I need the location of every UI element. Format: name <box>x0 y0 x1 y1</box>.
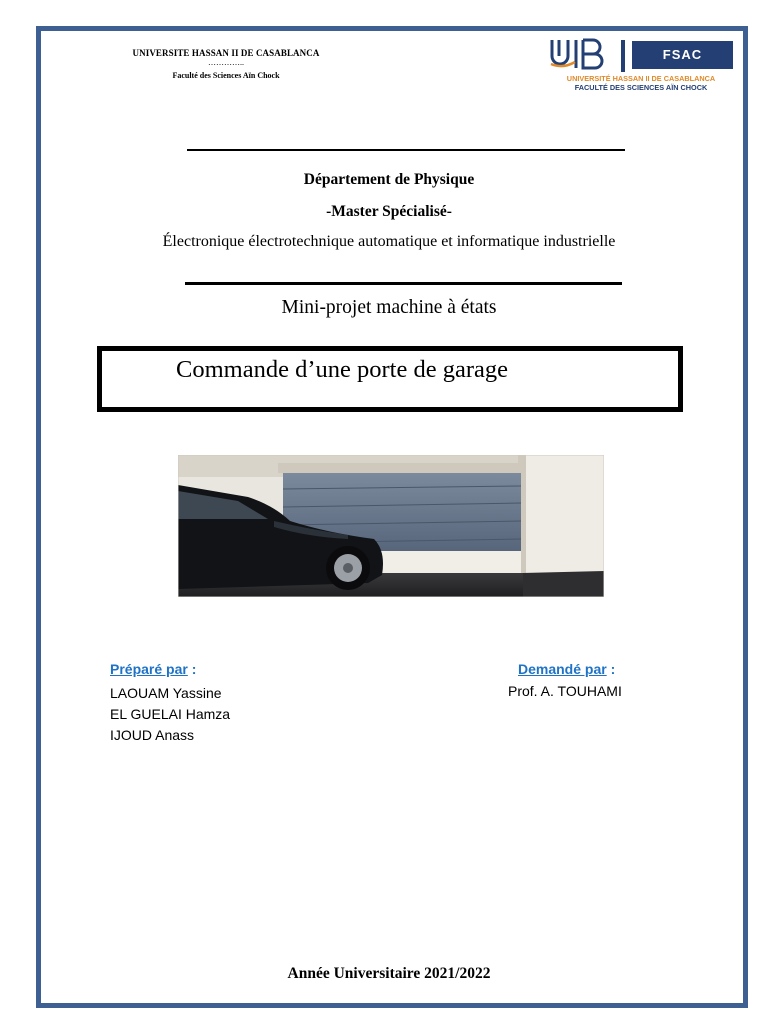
faculty-name: Faculté des Sciences Aïn Chock <box>172 71 280 80</box>
department-heading: Département de Physique <box>303 171 475 188</box>
requested-by-label <box>518 661 615 677</box>
document-title: Commande d’une porte de garage <box>176 356 508 383</box>
author-list <box>110 683 230 746</box>
header-dots: ………….. <box>208 58 244 67</box>
author-name: LAOUAM Yassine <box>110 685 222 701</box>
prepared-by-label-text: Préparé par <box>110 661 188 677</box>
requested-by-label-text: Demandé par <box>518 661 607 677</box>
fsac-logo <box>549 38 733 90</box>
project-subtitle: Mini-projet machine à états <box>281 297 497 318</box>
specialty-line: Électronique électrotechnique automatique et informatique industrielle <box>162 233 616 250</box>
garage-photo <box>178 455 604 597</box>
separator-rule-bottom <box>185 282 622 285</box>
prepared-by-label <box>110 661 196 677</box>
logo-divider <box>621 40 625 72</box>
university-name: UNIVERSITE HASSAN II DE CASABLANCA <box>132 48 320 58</box>
author-name: IJOUD Anass <box>110 727 195 743</box>
logo-badge: FSAC <box>632 41 733 69</box>
logo-faculty-text: FACULTÉ DES SCIENCES AÏN CHOCK <box>574 83 708 92</box>
university-emblem-icon <box>549 38 607 70</box>
title-box <box>97 346 683 412</box>
logo-university-text: UNIVERSITÉ HASSAN II DE CASABLANCA <box>566 74 716 83</box>
separator-rule-top <box>187 149 625 151</box>
author-name: EL GUELAI Hamza <box>110 706 231 722</box>
program-heading: -Master Spécialisé- <box>326 203 452 220</box>
prepared-by-colon: : <box>187 661 197 677</box>
garage-door-image <box>178 455 604 597</box>
requested-by-colon: : <box>606 661 616 677</box>
academic-year: Année Universitaire 2021/2022 <box>287 965 491 982</box>
supervisor-name: Prof. A. TOUHAMI <box>508 683 622 699</box>
page-frame <box>36 26 748 1008</box>
